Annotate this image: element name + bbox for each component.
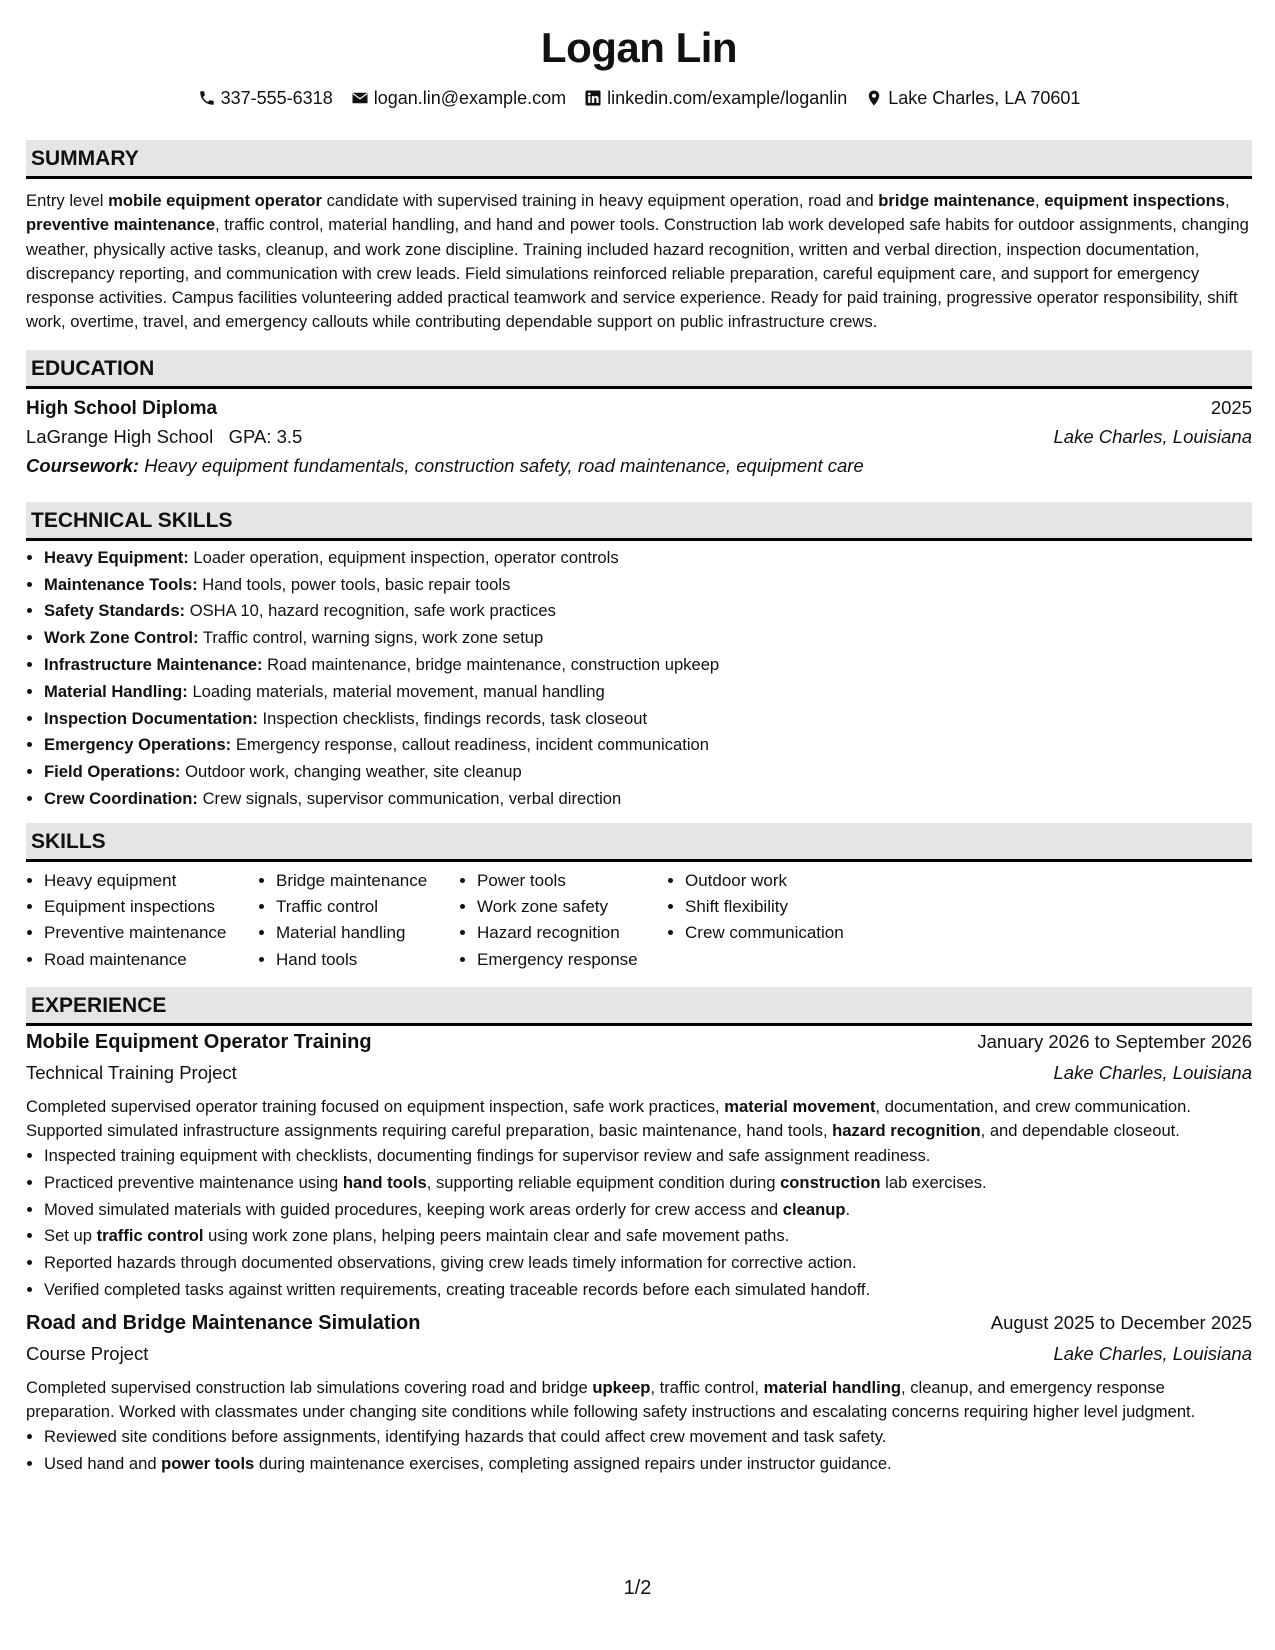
text-run: Completed supervised construction lab simulations covering road and bridge [26,1377,593,1397]
school-line [26,426,302,448]
linkedin-icon [584,89,602,107]
skill-category: Emergency Operations: [44,735,232,755]
contact-email[interactable] [351,88,566,109]
job-header [26,1031,1252,1062]
skill-category: Safety Standards: [44,601,186,621]
text-run: , and dependable closeout. [980,1120,1180,1140]
job-description [26,1376,1252,1424]
job-bullets [26,1143,1252,1304]
job-subheader [26,1343,1252,1373]
emphasis-text: cleanup [782,1199,846,1219]
skills-column [667,868,867,973]
technical-skill-item [44,786,1252,813]
contact-linkedin[interactable] [584,88,847,109]
contact-location [865,88,1080,109]
text-run: , traffic control, [650,1377,764,1397]
contact-phone [198,88,333,109]
skills-column [459,868,667,973]
job-bullets [26,1424,1252,1478]
text-run: , [1224,191,1230,210]
candidate-name: Logan Lin [540,24,738,71]
emphasis-text: hand tools [342,1172,427,1192]
skill-details: Inspection checklists, findings records, task closeout [257,708,648,728]
technical-skill-item [44,679,1252,706]
contact-bar [26,86,1252,110]
skill-item: • Outdoor work [685,868,867,894]
job-header [26,1312,1252,1343]
skill-category: Material Handling: [44,681,188,701]
school-name: LaGrange High School [26,425,214,447]
skills-column [26,868,258,973]
technical-skills-list [26,545,1252,813]
text-run: Completed supervised operator training focused on equipment inspection, safe work practices, [26,1096,725,1116]
coursework-label: Coursework: [26,454,140,476]
text-run: Reported hazards through documented observations, giving crew leads timely information for corrective action. [44,1253,857,1273]
skill-category: Inspection Documentation: [44,708,258,728]
email-text[interactable]: logan.lin@example.com [373,87,567,108]
technical-skills-heading: TECHNICAL SKILLS [26,502,1252,541]
text-run: , traffic control, material handling, and hand and power tools. Construction lab work developed safe habits for outdoor assignments, changing weather, physically active tasks, cleanup, and work zone discipline. Training included hazard recognition, written and verbal direction, inspection documentation, discrepancy reporting, and communication with crew leads. Field simulations reinforced reliable preparation, careful equipment care, and support for emergency response activities. Campus facilities volunteering added practical teamwork and service experience. Ready for paid training, progressive operator responsibility, shift work, overtime, travel, and emergency callouts while contributing dependable support on public infrastructure crews. [26,215,1249,332]
skill-item: • Bridge maintenance [276,868,459,894]
skill-category: Infrastructure Maintenance: [44,654,263,674]
text-run: Moved simulated materials with guided procedures, keeping work areas orderly for crew access and [44,1199,783,1219]
graduation-year: 2025 [1210,396,1252,418]
job-bullet [44,1197,1252,1224]
skill-item: • Road maintenance [44,947,258,973]
text-run: , documentation, and crew communication. Supported simulated infrastructure assignments requiring careful preparation, basic maintenance, hand tools, [26,1096,1191,1140]
coursework-text: Heavy equipment fundamentals, construction safety, road maintenance, equipment care [144,454,864,476]
school-location: Lake Charles, Louisiana [1053,425,1252,447]
skill-details: Loader operation, equipment inspection, operator controls [188,547,619,567]
skill-item: • Material handling [276,920,459,946]
linkedin-text[interactable]: linkedin.com/example/loganlin [607,87,848,108]
skill-item: • Hazard recognition [477,920,667,946]
skills-column [258,868,459,973]
emphasis-text: power tools [161,1453,255,1473]
skill-item: • Hand tools [276,947,459,973]
education-entry [26,397,1252,485]
emphasis-text: material handling [763,1377,901,1397]
skill-item: • Power tools [477,868,667,894]
technical-skill-item [44,545,1252,572]
skill-item: • Crew communication [685,920,867,946]
skill-item: • Equipment inspections [44,894,258,920]
technical-skill-item [44,572,1252,599]
coursework-line [26,455,1252,485]
skill-details: Emergency response, callout readiness, incident communication [231,735,709,755]
emphasis-text: preventive maintenance [26,215,216,235]
skill-details: Road maintenance, bridge maintenance, construction upkeep [262,654,720,674]
skills-heading: SKILLS [26,823,1252,862]
skill-item: • Preventive maintenance [44,920,258,946]
job-bullet [44,1451,1252,1478]
text-run: Set up [44,1226,97,1246]
experience-heading: EXPERIENCE [26,987,1252,1026]
skill-details: Loading materials, material movement, manual handling [187,681,605,701]
technical-skill-item [44,652,1252,679]
emphasis-text: equipment inspections [1044,191,1225,210]
text-run: Reviewed site conditions before assignments, identifying hazards that could affect crew movement and task safety. [44,1426,887,1446]
page-number: 1/2 [623,1577,652,1599]
degree: High School Diploma [26,397,218,419]
skill-category: Field Operations: [44,762,181,782]
job-organization: Technical Training Project [26,1061,237,1083]
skill-category: Heavy Equipment: [44,547,189,567]
skill-category: Maintenance Tools: [44,574,198,594]
job-title: Mobile Equipment Operator Training [26,1030,372,1053]
skill-item: • Traffic control [276,894,459,920]
skill-details: Hand tools, power tools, basic repair tools [197,574,511,594]
emphasis-text: bridge maintenance [878,191,1035,210]
skill-details: Outdoor work, changing weather, site cleanup [180,762,522,782]
emphasis-text: material movement [724,1096,876,1116]
text-run: using work zone plans, helping peers maintain clear and safe movement paths. [203,1226,790,1246]
job-subheader [26,1062,1252,1092]
text-run: Verified completed tasks against written requirements, creating traceable records before each simulated handoff. [44,1279,871,1299]
text-run: , [1035,191,1045,210]
emphasis-text: traffic control [96,1226,204,1246]
skill-item: • Heavy equipment [44,868,258,894]
job-title: Road and Bridge Maintenance Simulation [26,1311,421,1334]
skill-category: Crew Coordination: [44,788,198,808]
phone-icon [198,89,216,107]
location-text: Lake Charles, LA 70601 [888,87,1081,108]
text-run: Practiced preventive maintenance using [44,1172,343,1192]
technical-skill-item [44,706,1252,733]
emphasis-text: hazard recognition [832,1120,981,1140]
technical-skill-item [44,732,1252,759]
job-bullet [44,1143,1252,1170]
job-location: Lake Charles, Louisiana [1053,1061,1252,1083]
job-entry [26,1031,1252,1304]
job-description [26,1095,1252,1143]
summary-heading: SUMMARY [26,140,1252,179]
experience-list [26,1031,1252,1477]
job-organization: Course Project [26,1342,149,1364]
education-heading: EDUCATION [26,350,1252,389]
emphasis-text: mobile equipment operator [108,191,322,210]
skill-category: Work Zone Control: [44,628,199,648]
text-run: . [845,1199,851,1219]
job-location: Lake Charles, Louisiana [1053,1342,1252,1364]
skill-item: • Work zone safety [477,894,667,920]
job-bullet [44,1250,1252,1277]
text-run: Entry level [26,191,109,210]
technical-skill-item [44,598,1252,625]
resume-page [26,0,1252,1477]
emphasis-text: construction [780,1172,881,1192]
text-run: , supporting reliable equipment condition during [426,1172,781,1192]
skill-item: • Emergency response [477,947,667,973]
job-dates: August 2025 to December 2025 [990,1311,1252,1333]
text-run: Used hand and [44,1453,162,1473]
phone-text: 337-555-6318 [220,87,333,108]
text-run: candidate with supervised training in heavy equipment operation, road and [321,191,879,210]
skill-details: OSHA 10, hazard recognition, safe work practices [185,601,556,621]
skill-details: Traffic control, warning signs, work zone setup [198,628,544,648]
job-entry [26,1312,1252,1478]
skills-grid [26,868,1252,973]
skill-item: • Shift flexibility [685,894,867,920]
job-bullet [44,1277,1252,1304]
text-run: , cleanup, and emergency response preparation. Worked with classmates under changing site conditions while following safety instructions and escalating concerns requiring higher level judgment. [26,1377,1196,1421]
text-run: during maintenance exercises, completing assigned repairs under instructor guidance. [254,1453,892,1473]
text-run: Inspected training equipment with checklists, documenting findings for supervisor review and safe assignment readiness. [44,1145,931,1165]
technical-skill-item [44,759,1252,786]
summary-text [26,189,1252,335]
emphasis-text: upkeep [592,1377,651,1397]
job-bullet [44,1424,1252,1451]
envelope-icon [351,89,369,107]
gpa: GPA: 3.5 [228,425,303,447]
map-pin-icon [865,89,883,107]
job-bullet [44,1170,1252,1197]
text-run: lab exercises. [880,1172,987,1192]
job-dates: January 2026 to September 2026 [977,1030,1252,1052]
job-bullet [44,1223,1252,1250]
technical-skill-item [44,625,1252,652]
skill-details: Crew signals, supervisor communication, verbal direction [197,788,622,808]
